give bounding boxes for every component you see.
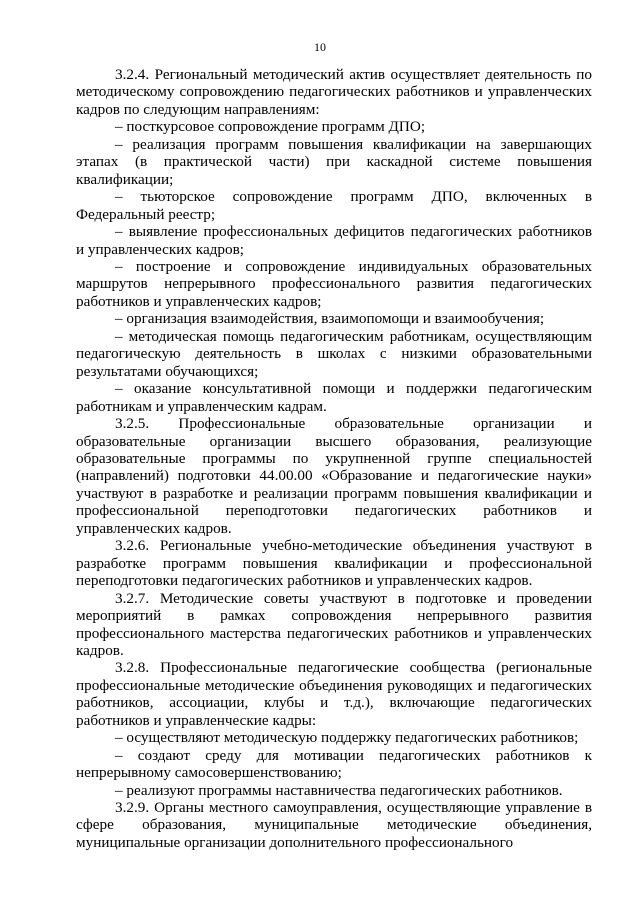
list-item-consulting: – оказание консультативной помощи и поддержки педагогическим работникам и управленческим кадрам. <box>76 380 592 415</box>
list-item-cascade-qualification: – реализация программ повышения квалификации на завершающих этапах (в практической части) при каскадной системе повышения квалификации; <box>76 135 592 188</box>
list-item-postcourse-support: – посткурсовое сопровождение программ ДПО; <box>115 118 426 136</box>
document-body <box>76 66 592 851</box>
list-item-tutor-support: – тьюторское сопровождение программ ДПО, включенных в Федеральный реестр; <box>76 188 592 223</box>
list-item-motivation-environment: – создают среду для мотивации педагогических работников к непрерывному самосовершенствованию; <box>76 746 592 782</box>
list-item-methodical-help: – методическая помощь педагогическим работникам, осуществляющим педагогическую деятельность в школах с низкими образовательными результатами обучающихся; <box>76 327 592 380</box>
paragraph-3-2-6: 3.2.6. Региональные учебно-методические объединения участвуют в разработке программ повышения квалификации и профессиональной переподготовки педагогических работников и управленческих кадров. <box>76 537 592 590</box>
paragraph-3-2-9: 3.2.9. Органы местного самоуправления, осуществляющие управление в сфере образования, муниципальные методические объединения, муниципальные организации дополнительного профессионального <box>76 799 592 851</box>
page-number: 10 <box>314 40 326 54</box>
paragraph-3-2-8: 3.2.8. Профессиональные педагогические сообщества (региональные профессиональные методические объединения руководящих и педагогических работников, ассоциации, клубы и т.д.), включающие педагогических работников и управленческие кадры: <box>76 659 592 729</box>
list-item-interaction: – организация взаимодействия, взаимопомощи и взаимообучения; <box>115 310 545 328</box>
list-item-methodical-support: – осуществляют методическую поддержку педагогических работников; <box>115 729 579 747</box>
paragraph-3-2-7: 3.2.7. Методические советы участвуют в подготовке и проведении мероприятий в рамках сопровождения непрерывного развития профессионального мастерства педагогических работников и управленческих кадров. <box>76 589 592 659</box>
list-item-individual-routes: – построение и сопровождение индивидуальных образовательных маршрутов непрерывного профессионального развития педагогических работников и управленческих кадров; <box>76 257 592 310</box>
paragraph-3-2-5: 3.2.5. Профессиональные образовательные организации и образовательные организации высшего образования, реализующие образовательные программы по укрупненной группе специальностей (направлений) подготовки 44.00.00 «Образование и педагогические науки» участвуют в разработке и реализации программ повышения квалификации и профессиональной переподготовки педагогических работников и управленческих кадров. <box>76 415 592 537</box>
list-item-mentoring: – реализуют программы наставничества педагогических работников. <box>115 781 563 799</box>
paragraph-3-2-4: 3.2.4. Региональный методический актив осуществляет деятельность по методическому сопровождению педагогических работников и управленческих кадров по следующим направлениям: <box>76 66 592 118</box>
list-item-deficit-detection: – выявление профессиональных дефицитов педагогических работников и управленческих кадров; <box>76 223 592 258</box>
